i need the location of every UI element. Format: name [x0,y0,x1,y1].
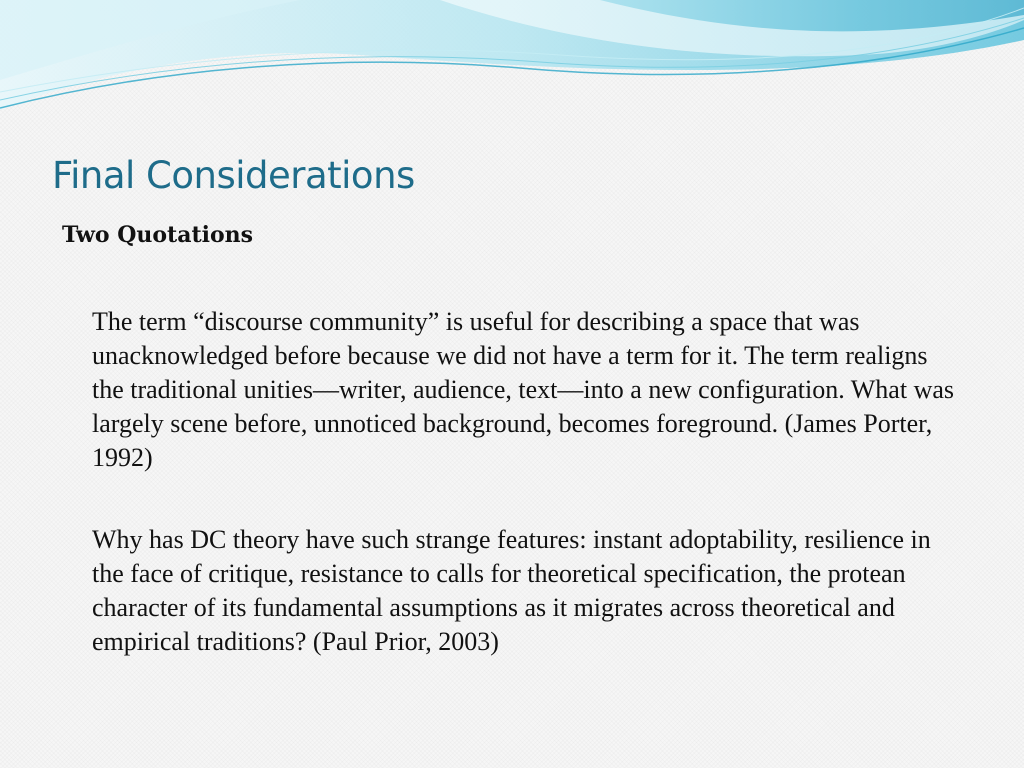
quote-prior: Why has DC theory have such strange features: instant adoptability, resilience in the face of critique, resistance to calls for theoretical specification, the protean character of its fundamental assumptions as it migrates across theoretical and empirical traditions? (Paul Prior, 2003) [92,525,931,656]
quote-porter: The term “discourse community” is useful for describing a space that was unacknowledged before because we did not have a term for it. The term realigns the traditional unities—writer, audience, text—into a new configuration. What was largely scene before, unnoticed background, becomes foreground. (James Porter, 1992) [92,307,954,472]
slide-subtitle: Two Quotations [62,222,254,248]
header-wave-decoration [0,0,1024,120]
slide-title: Final Considerations [52,154,415,197]
